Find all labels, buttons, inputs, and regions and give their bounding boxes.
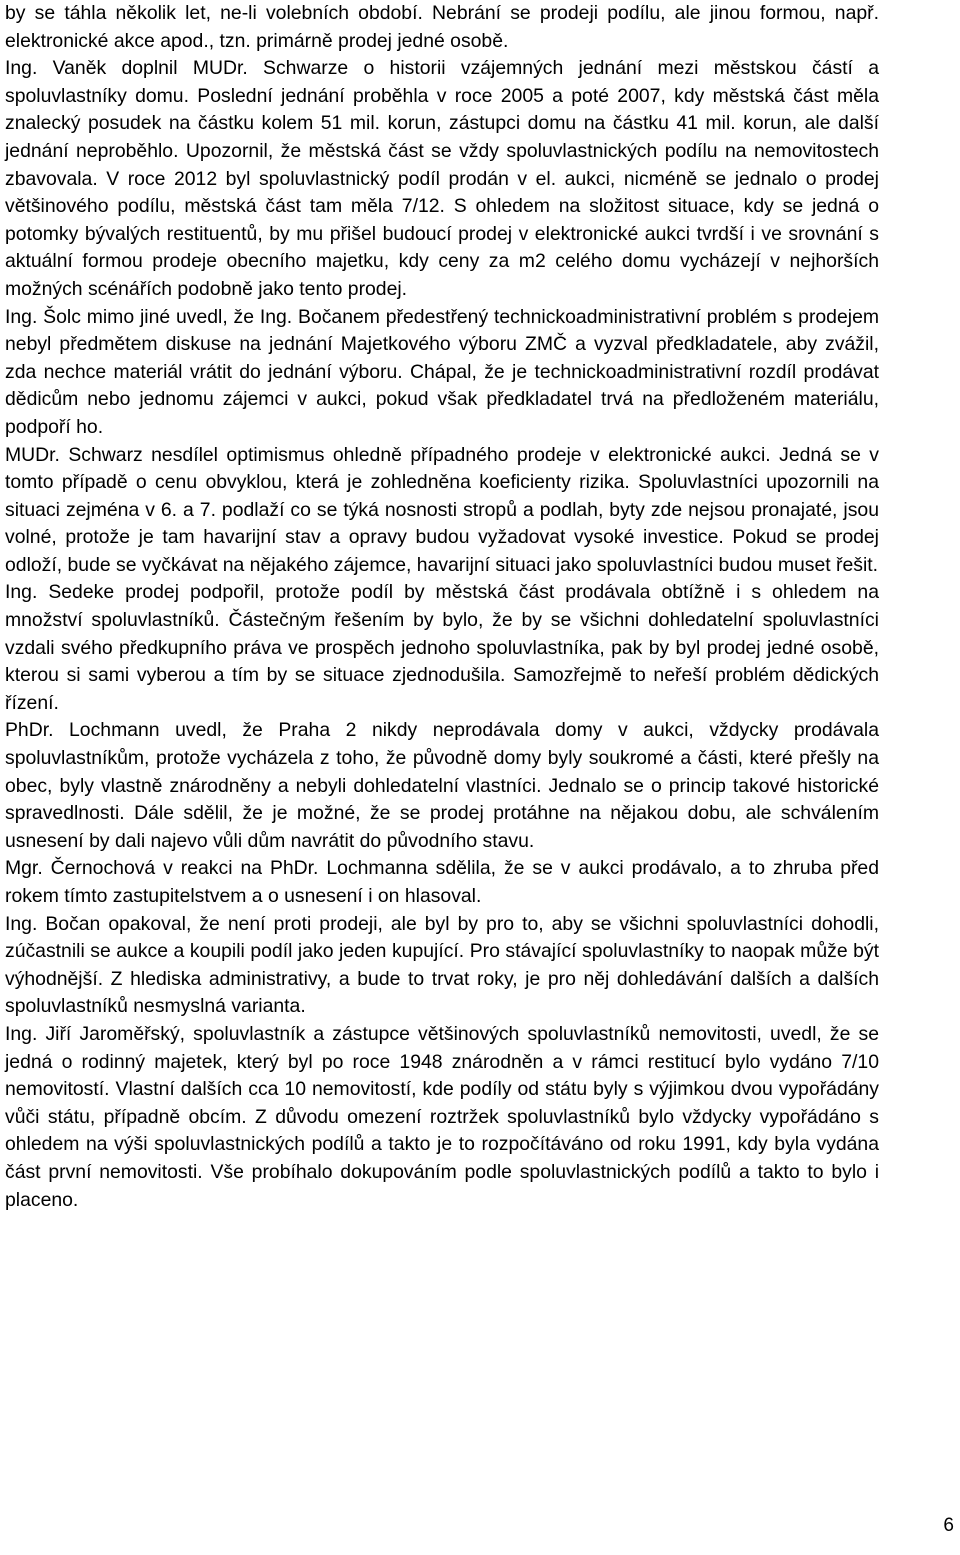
paragraph-solc: Ing. Šolc mimo jiné uvedl, že Ing. Bočanem předestřený technickoadministrativní problém s prodejem nebyl předmětem diskuse na jednání Majetkového výboru ZMČ a vyzval předkladatele, aby zvážil, zda nechce materiál vrátit do jednání výboru. Chápal, že je technickoadministrativní rozdíl prodávat dědicům nebo jednomu zájemci v aukci, pokud však předkladatel trvá na předloženém materiálu, podpoří ho. bbox=[5, 305, 879, 438]
paragraph-cernochova: Mgr. Černochová v reakci na PhDr. Lochmanna sdělila, že se v aukci prodávalo, a to zhruba před rokem tímto zastupitelstvem a o usnesení i on hlasoval. bbox=[5, 857, 879, 907]
paragraph-jaromersky: Ing. Jiří Jaroměřský, spoluvlastník a zástupce většinových spoluvlastníků nemovitosti, uvedl, že se jedná o rodinný majetek, který byl po roce 1948 znárodněn a v rámci restitucí bylo vydáno 7/10 nemovitostí. Vlastní dalších cca 10 nemovitostí, kde podíly od státu byly s výjimkou dvou vypořádány vůči státu, případně obcím. Z důvodu omezení roztržek spoluvlastníků bylo vždycky vypořádáno s ohledem na výši spoluvlastnických podílů a takto je to rozpočítáváno od roku 1991, kdy byla vydána část první nemovitosti. Vše probíhalo dokupováním podle spoluvlastnických podílů a takto to bylo i placeno. bbox=[5, 1022, 879, 1211]
paragraph-sedeke: Ing. Sedeke prodej podpořil, protože podíl by městská část prodávala obtížně i s ohledem na množství spoluvlastníků. Částečným řešením by bylo, že by se všichni dohledatelní spoluvlastníci vzdali svého předkupního práva ve prospěch jednoho spoluvlastníka, pak by byl prodej jedné osobě, kterou si sami vyberou a tím by se situace zjednodušila. Samozřejmě to neřeší problém dědických řízení. bbox=[5, 581, 879, 714]
paragraph-intro: by se táhla několik let, ne-li volebních období. Nebrání se prodeji podílu, ale jinou formou, např. elektronické akce apod., tzn. primárně prodej jedné osobě. bbox=[5, 2, 879, 52]
paragraph-vanek: Ing. Vaněk doplnil MUDr. Schwarze o historii vzájemných jednání mezi městskou částí a spoluvlastníky domu. Poslední jednání proběhla v roce 2005 a poté 2007, kdy městská část měla znalecký posudek na částku kolem 51 mil. korun, zástupci domu na částku 41 mil. korun, ale další jednání neproběhlo. Upozornil, že městská část se vždy spoluvlastnických podílu na nemovitostech zbavovala. V roce 2012 byl spoluvlastnický podíl prodán v el. aukci, nicméně se jednalo o prodej většinového podílu, městská část tam měla 7/12. S ohledem na složitost situace, kdy se jedná o potomky bývalých restituentů, by mu přišel budoucí prodej v elektronické aukci tvrdší i ve srovnání s aktuální formou prodeje obecního majetku, kdy ceny za m2 celého domu vycházejí v nejhorších možných scénářích podobně jako tento prodej. bbox=[5, 57, 879, 300]
paragraph-schwarz: MUDr. Schwarz nesdílel optimismus ohledně případného prodeje v elektronické aukci. Jedná se v tomto případě o cenu obvyklou, která je zohledněna koeficienty rizika. Spoluvlastníci upozornili na situaci zejména v 6. a 7. podlaží co se týká nosnosti stropů a podlah, byty zde nejsou pronajaté, jsou volné, protože je tam havarijní stav a opravy budou vyžadovat vysoké investice. Pokud se prodej odloží, bude se vyčkávat na nějakého zájemce, havarijní situaci jako spoluvlastníci budou muset řešit. bbox=[5, 443, 879, 576]
page-number: 6 bbox=[943, 1515, 954, 1536]
document-page bbox=[5, 0, 879, 1214]
paragraph-bocan: Ing. Bočan opakoval, že není proti prodeji, ale byl by pro to, aby se všichni spoluvlastníci dohodli, zúčastnili se aukce a koupili podíl jako jeden kupující. Pro stávající spoluvlastníky to naopak může být výhodnější. Z hlediska administrativy, a bude to trvat roky, je pro něj dohledávání dalších a dalších spoluvlastníků nesmyslná varianta. bbox=[5, 912, 879, 1018]
paragraph-lochmann: PhDr. Lochmann uvedl, že Praha 2 nikdy neprodávala domy v aukci, vždycky prodávala spoluvlastníkům, protože vycházela z toho, že původně domy byly soukromé a části, které přešly na obec, byly vlastně znárodněny a nebyli dohledatelní vlastníci. Jednalo se o princip takové historické spravedlnosti. Dále sdělil, že je možné, že se prodej protáhne na nějakou dobu, ale schválením usnesení by dali najevo vůli dům navrátit do původního stavu. bbox=[5, 719, 879, 852]
